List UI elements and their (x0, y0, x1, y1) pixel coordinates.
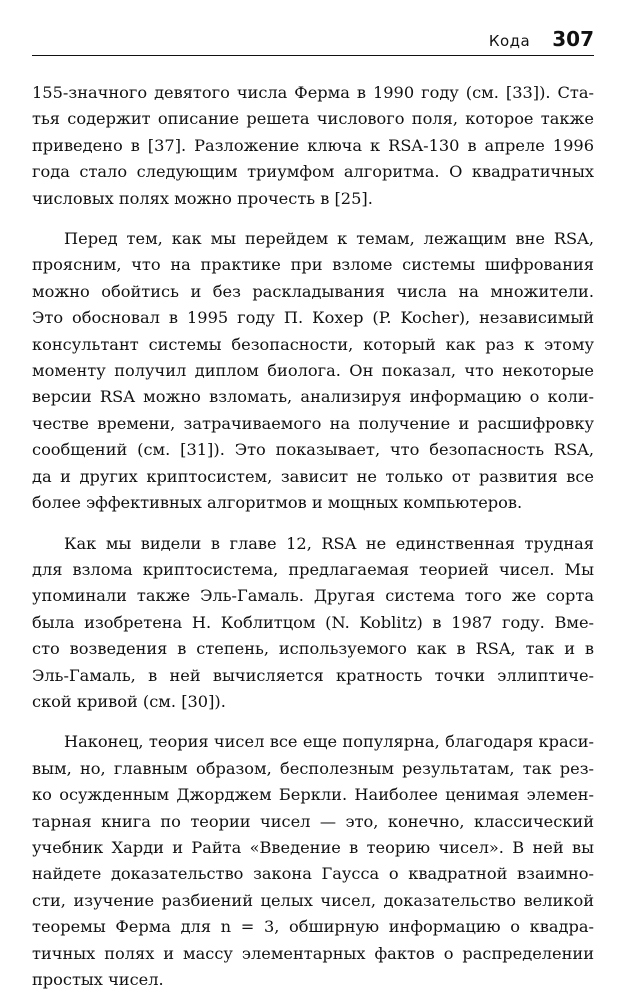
text-line: вым, но, главным образом, бесполезным результатам, так рез- (32, 758, 594, 778)
text-line: сто возведения в степень, используемого как в RSA, так и в (32, 639, 594, 659)
paragraph-4 (32, 729, 594, 993)
text-line: сти, изучение разбиений целых чисел, доказательство великой (32, 890, 594, 910)
text-line: была изобретена Н. Коблитцом (N. Koblitz) в 1987 году. Вме- (32, 612, 594, 632)
text-line: Наконец, теория чисел все еще популярна, благодаря краси- (64, 732, 594, 752)
text-line: честве времени, затрачиваемого на получение и расшифровку (32, 413, 594, 433)
text-line: учебник Харди и Райта «Введение в теорию чисел». В ней вы (32, 837, 594, 857)
text-line: сообщений (см. [31]). Это показывает, что безопасность RSA, (32, 440, 594, 460)
text-line: более эффективных алгоритмов и мощных компьютеров. (32, 493, 523, 513)
text-line: Перед тем, как мы перейдем к темам, лежащим вне RSA, (64, 229, 594, 249)
text-line: тья содержит описание решета числового поля, которое также (32, 109, 594, 129)
paragraph-1 (32, 80, 594, 212)
text-line: консультант системы безопасности, который как раз к этому (32, 334, 594, 354)
text-line: числовых полях можно прочесть в [25]. (32, 188, 373, 208)
text-line: моменту получил диплом биолога. Он показал, что некоторые (32, 361, 594, 381)
text-line: ской кривой (см. [30]). (32, 691, 226, 711)
text-line: приведено в [37]. Разложение ключа к RSA-130 в апреле 1996 (32, 135, 594, 155)
text-line: Как мы видели в главе 12, RSA не единственная трудная (64, 533, 594, 553)
text-line: года стало следующим триумфом алгоритма. О квадратичных (32, 162, 594, 182)
paragraph-3 (32, 531, 594, 716)
page-number: 307 (552, 27, 594, 51)
text-line: Эль-Гамаль, в ней вычисляется кратность точки эллиптиче- (32, 665, 594, 685)
running-head-title: Кода (488, 32, 531, 50)
text-line: найдете доказательство закона Гаусса о квадратной взаимно- (32, 864, 594, 884)
text-line: Это обосновал в 1995 году П. Кохер (P. Kocher), независимый (32, 308, 594, 328)
body-text (32, 80, 594, 993)
text-line: упоминали также Эль-Гамаль. Другая система того же сорта (32, 586, 594, 606)
text-line: можно обойтись и без раскладывания числа на множители. (32, 281, 594, 301)
text-line: тичных полях и массу элементарных фактов о распределении (32, 943, 594, 963)
text-line: версии RSA можно взломать, анализируя информацию о коли- (32, 387, 594, 407)
text-line: простых чисел. (32, 970, 164, 989)
running-header (32, 26, 594, 56)
text-line: для взлома криптосистема, предлагаемая теорией чисел. Мы (32, 559, 594, 579)
text-line: да и других криптосистем, зависит не только от развития все (32, 466, 594, 486)
text-line: 155-значного девятого числа Ферма в 1990 году (см. [33]). Ста- (32, 83, 594, 102)
text-line: теоремы Ферма для n = 3, обширную информацию о квадра- (32, 917, 594, 937)
text-line: ко осужденным Джорджем Беркли. Наиболее ценимая элемен- (32, 785, 594, 805)
text-line: тарная книга по теории чисел — это, конечно, классический (32, 811, 594, 831)
text-line: проясним, что на практике при взломе системы шифрования (32, 255, 594, 275)
paragraph-2 (32, 226, 594, 516)
